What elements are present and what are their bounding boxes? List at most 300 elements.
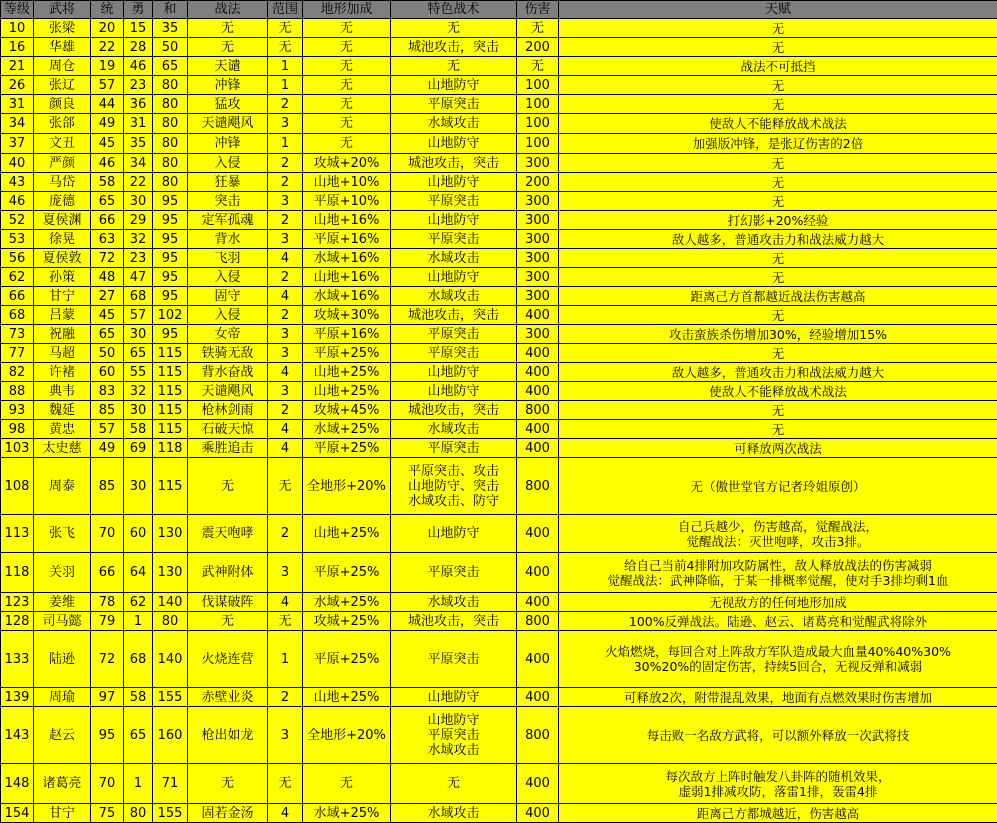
cell-special-tactic: 水域攻击 <box>391 420 517 439</box>
table-row <box>1 19 997 38</box>
cell-harmony: 80 <box>153 154 188 173</box>
header-terrain-bonus: 地形加成 <box>303 1 391 19</box>
cell-damage: 300 <box>517 154 559 173</box>
cell-talent: 可释放2次，附带混乱效果，地面有点燃效果时伤害增加 <box>559 688 997 707</box>
cell-damage: 800 <box>517 401 559 420</box>
cell-range: 1 <box>268 631 303 688</box>
cell-general: 周仓 <box>34 57 91 76</box>
cell-command: 22 <box>91 38 124 57</box>
cell-range: 4 <box>268 593 303 612</box>
cell-tactic: 定军孤魂 <box>188 211 268 230</box>
cell-tactic: 震天咆哮 <box>188 515 268 553</box>
table-row <box>1 211 997 230</box>
cell-tactic: 天谴飓风 <box>188 382 268 401</box>
cell-valor: 23 <box>124 76 153 95</box>
cell-harmony: 50 <box>153 38 188 57</box>
cell-talent: 距离己方都城越近，伤害越高 <box>559 804 997 823</box>
cell-general: 司马懿 <box>34 612 91 631</box>
cell-level: 88 <box>1 382 34 401</box>
cell-harmony: 95 <box>153 268 188 287</box>
cell-harmony: 140 <box>153 631 188 688</box>
cell-command: 75 <box>91 804 124 823</box>
cell-talent: 无（傲世堂官方记者玲姐原创） <box>559 458 997 515</box>
cell-tactic: 天谴飓风 <box>188 114 268 134</box>
cell-harmony: 155 <box>153 804 188 823</box>
cell-special-tactic: 山地防守 <box>391 173 517 192</box>
cell-command: 85 <box>91 401 124 420</box>
table-row <box>1 707 997 764</box>
cell-harmony: 115 <box>153 344 188 363</box>
cell-tactic: 石破天惊 <box>188 420 268 439</box>
cell-special-tactic: 水域攻击 <box>391 114 517 134</box>
cell-special-tactic: 山地防守 <box>391 515 517 553</box>
cell-range: 无 <box>268 764 303 804</box>
cell-level: 21 <box>1 57 34 76</box>
cell-general: 周泰 <box>34 458 91 515</box>
cell-talent: 无 <box>559 401 997 420</box>
cell-valor: 22 <box>124 173 153 192</box>
cell-talent: 给自己当前4排附加攻防属性，敌人释放战法的伤害减弱 觉醒战法：武神降临，于某一排概率觉醒，使对手3排均剩1血 <box>559 553 997 593</box>
cell-talent: 100%反弹战法。陆逊、赵云、诸葛亮和觉醒武将除外 <box>559 612 997 631</box>
cell-command: 20 <box>91 19 124 38</box>
cell-level: 10 <box>1 19 34 38</box>
cell-command: 79 <box>91 612 124 631</box>
table-row <box>1 458 997 515</box>
cell-terrain-bonus: 无 <box>303 95 391 114</box>
cell-damage: 800 <box>517 458 559 515</box>
cell-tactic: 铁骑无敌 <box>188 344 268 363</box>
cell-tactic: 冲锋 <box>188 134 268 154</box>
cell-range: 无 <box>268 612 303 631</box>
cell-tactic: 乘胜追击 <box>188 439 268 458</box>
cell-tactic: 无 <box>188 764 268 804</box>
cell-command: 83 <box>91 382 124 401</box>
cell-tactic: 火烧连营 <box>188 631 268 688</box>
cell-valor: 68 <box>124 631 153 688</box>
cell-general: 夏侯敦 <box>34 249 91 268</box>
cell-terrain-bonus: 无 <box>303 57 391 76</box>
cell-terrain-bonus: 山地+16% <box>303 211 391 230</box>
cell-talent: 敌人越多，普通攻击力和战法威力越大 <box>559 230 997 249</box>
cell-general: 许褚 <box>34 363 91 382</box>
cell-damage: 200 <box>517 173 559 192</box>
cell-talent: 使敌人不能释放战术战法 <box>559 382 997 401</box>
cell-damage: 300 <box>517 287 559 306</box>
cell-special-tactic: 城池攻击，突击 <box>391 612 517 631</box>
cell-damage: 400 <box>517 306 559 325</box>
cell-harmony: 115 <box>153 401 188 420</box>
cell-special-tactic: 山地防守 <box>391 134 517 154</box>
cell-damage: 400 <box>517 363 559 382</box>
table-row <box>1 420 997 439</box>
cell-command: 85 <box>91 458 124 515</box>
cell-special-tactic: 城池攻击，突击 <box>391 154 517 173</box>
cell-talent: 攻击蛮族杀伤增加30%，经验增加15% <box>559 325 997 344</box>
cell-terrain-bonus: 无 <box>303 134 391 154</box>
cell-terrain-bonus: 平原+16% <box>303 230 391 249</box>
cell-command: 70 <box>91 515 124 553</box>
cell-command: 46 <box>91 154 124 173</box>
cell-tactic: 无 <box>188 19 268 38</box>
table-row <box>1 382 997 401</box>
cell-general: 张梁 <box>34 19 91 38</box>
cell-special-tactic: 水域攻击 <box>391 804 517 823</box>
cell-terrain-bonus: 平原+10% <box>303 192 391 211</box>
cell-level: 113 <box>1 515 34 553</box>
cell-damage: 200 <box>517 38 559 57</box>
cell-general: 华雄 <box>34 38 91 57</box>
header-level: 等级 <box>1 1 34 19</box>
table-row <box>1 688 997 707</box>
cell-command: 44 <box>91 95 124 114</box>
cell-talent: 使敌人不能释放战术战法 <box>559 114 997 134</box>
cell-level: 62 <box>1 268 34 287</box>
cell-range: 3 <box>268 230 303 249</box>
table-row <box>1 804 997 823</box>
table-row <box>1 95 997 114</box>
cell-level: 77 <box>1 344 34 363</box>
table-row <box>1 230 997 249</box>
header-tactic: 战法 <box>188 1 268 19</box>
cell-command: 65 <box>91 192 124 211</box>
cell-talent: 加强版冲锋，是张辽伤害的2倍 <box>559 134 997 154</box>
cell-range: 3 <box>268 382 303 401</box>
cell-command: 57 <box>91 76 124 95</box>
cell-terrain-bonus: 无 <box>303 764 391 804</box>
cell-terrain-bonus: 山地+10% <box>303 173 391 192</box>
table-row <box>1 363 997 382</box>
cell-special-tactic: 城池攻击，突击 <box>391 38 517 57</box>
cell-terrain-bonus: 无 <box>303 76 391 95</box>
cell-level: 34 <box>1 114 34 134</box>
cell-tactic: 冲锋 <box>188 76 268 95</box>
cell-damage: 100 <box>517 134 559 154</box>
header-damage: 伤害 <box>517 1 559 19</box>
cell-tactic: 飞羽 <box>188 249 268 268</box>
cell-command: 95 <box>91 707 124 764</box>
cell-valor: 62 <box>124 593 153 612</box>
cell-range: 2 <box>268 154 303 173</box>
cell-level: 98 <box>1 420 34 439</box>
cell-terrain-bonus: 山地+25% <box>303 382 391 401</box>
cell-range: 1 <box>268 57 303 76</box>
cell-special-tactic: 无 <box>391 57 517 76</box>
cell-general: 马超 <box>34 344 91 363</box>
cell-range: 无 <box>268 38 303 57</box>
cell-level: 26 <box>1 76 34 95</box>
cell-level: 52 <box>1 211 34 230</box>
header-command: 统 <box>91 1 124 19</box>
cell-damage: 800 <box>517 707 559 764</box>
cell-valor: 57 <box>124 306 153 325</box>
cell-general: 太史慈 <box>34 439 91 458</box>
cell-valor: 30 <box>124 401 153 420</box>
cell-level: 73 <box>1 325 34 344</box>
cell-harmony: 118 <box>153 439 188 458</box>
cell-range: 1 <box>268 76 303 95</box>
table-row <box>1 249 997 268</box>
cell-damage: 400 <box>517 420 559 439</box>
cell-damage: 300 <box>517 192 559 211</box>
cell-harmony: 80 <box>153 95 188 114</box>
cell-valor: 32 <box>124 382 153 401</box>
cell-command: 70 <box>91 764 124 804</box>
cell-harmony: 35 <box>153 19 188 38</box>
cell-level: 66 <box>1 287 34 306</box>
cell-special-tactic: 平原突击 <box>391 192 517 211</box>
cell-valor: 60 <box>124 515 153 553</box>
cell-general: 典韦 <box>34 382 91 401</box>
cell-terrain-bonus: 攻城+45% <box>303 401 391 420</box>
table-row <box>1 287 997 306</box>
cell-harmony: 80 <box>153 134 188 154</box>
cell-terrain-bonus: 水域+25% <box>303 593 391 612</box>
cell-command: 65 <box>91 325 124 344</box>
table-row <box>1 553 997 593</box>
cell-damage: 400 <box>517 804 559 823</box>
cell-range: 2 <box>268 515 303 553</box>
cell-level: 143 <box>1 707 34 764</box>
cell-general: 张辽 <box>34 76 91 95</box>
cell-damage: 100 <box>517 95 559 114</box>
cell-damage: 100 <box>517 114 559 134</box>
table-row <box>1 612 997 631</box>
cell-special-tactic: 平原突击 <box>391 325 517 344</box>
cell-general: 颜良 <box>34 95 91 114</box>
cell-general: 吕蒙 <box>34 306 91 325</box>
cell-special-tactic: 平原突击 <box>391 631 517 688</box>
cell-harmony: 80 <box>153 76 188 95</box>
cell-harmony: 95 <box>153 287 188 306</box>
cell-range: 4 <box>268 420 303 439</box>
cell-valor: 30 <box>124 325 153 344</box>
cell-talent: 无 <box>559 420 997 439</box>
table-row <box>1 631 997 688</box>
cell-tactic: 固若金汤 <box>188 804 268 823</box>
cell-level: 93 <box>1 401 34 420</box>
cell-talent: 无 <box>559 268 997 287</box>
cell-damage: 无 <box>517 19 559 38</box>
cell-terrain-bonus: 水域+25% <box>303 420 391 439</box>
cell-tactic: 入侵 <box>188 268 268 287</box>
cell-talent: 距离己方首都越近战法伤害越高 <box>559 287 997 306</box>
cell-special-tactic: 山地防守 <box>391 211 517 230</box>
cell-tactic: 突击 <box>188 192 268 211</box>
cell-level: 56 <box>1 249 34 268</box>
cell-terrain-bonus: 水域+25% <box>303 804 391 823</box>
cell-talent: 无 <box>559 19 997 38</box>
cell-special-tactic: 水域攻击 <box>391 249 517 268</box>
cell-damage: 400 <box>517 382 559 401</box>
header-talent: 天赋 <box>559 1 997 19</box>
cell-valor: 15 <box>124 19 153 38</box>
cell-terrain-bonus: 攻城+25% <box>303 612 391 631</box>
cell-command: 48 <box>91 268 124 287</box>
cell-valor: 55 <box>124 363 153 382</box>
cell-range: 2 <box>268 173 303 192</box>
cell-talent: 无 <box>559 173 997 192</box>
cell-range: 2 <box>268 401 303 420</box>
cell-range: 4 <box>268 363 303 382</box>
cell-valor: 30 <box>124 458 153 515</box>
cell-command: 45 <box>91 134 124 154</box>
cell-level: 103 <box>1 439 34 458</box>
header-special-tactic: 特色战术 <box>391 1 517 19</box>
table-row <box>1 401 997 420</box>
cell-command: 49 <box>91 439 124 458</box>
cell-range: 2 <box>268 95 303 114</box>
cell-talent: 无 <box>559 76 997 95</box>
cell-damage: 100 <box>517 76 559 95</box>
cell-tactic: 背水奋战 <box>188 363 268 382</box>
cell-special-tactic: 平原突击 <box>391 230 517 249</box>
cell-damage: 400 <box>517 553 559 593</box>
cell-valor: 58 <box>124 688 153 707</box>
cell-valor: 31 <box>124 114 153 134</box>
cell-terrain-bonus: 平原+25% <box>303 553 391 593</box>
cell-command: 72 <box>91 631 124 688</box>
cell-level: 154 <box>1 804 34 823</box>
table-row <box>1 764 997 804</box>
cell-terrain-bonus: 水域+16% <box>303 249 391 268</box>
cell-damage: 300 <box>517 325 559 344</box>
cell-general: 严颜 <box>34 154 91 173</box>
table-row <box>1 593 997 612</box>
cell-general: 诸葛亮 <box>34 764 91 804</box>
cell-valor: 28 <box>124 38 153 57</box>
cell-harmony: 95 <box>153 211 188 230</box>
cell-damage: 300 <box>517 268 559 287</box>
header-valor: 勇 <box>124 1 153 19</box>
cell-range: 2 <box>268 268 303 287</box>
cell-damage: 400 <box>517 344 559 363</box>
cell-damage: 400 <box>517 688 559 707</box>
cell-special-tactic: 平原突击 <box>391 439 517 458</box>
cell-range: 2 <box>268 306 303 325</box>
table-row <box>1 306 997 325</box>
cell-command: 78 <box>91 593 124 612</box>
cell-terrain-bonus: 平原+16% <box>303 325 391 344</box>
cell-damage: 800 <box>517 612 559 631</box>
cell-command: 27 <box>91 287 124 306</box>
cell-level: 128 <box>1 612 34 631</box>
cell-tactic: 赤壁业炎 <box>188 688 268 707</box>
cell-special-tactic: 山地防守 <box>391 688 517 707</box>
cell-damage: 无 <box>517 57 559 76</box>
cell-harmony: 115 <box>153 458 188 515</box>
cell-terrain-bonus: 全地形+20% <box>303 458 391 515</box>
cell-harmony: 115 <box>153 382 188 401</box>
cell-harmony: 80 <box>153 114 188 134</box>
cell-damage: 400 <box>517 764 559 804</box>
cell-special-tactic: 无 <box>391 764 517 804</box>
cell-harmony: 65 <box>153 57 188 76</box>
cell-general: 魏延 <box>34 401 91 420</box>
cell-harmony: 80 <box>153 173 188 192</box>
table-row <box>1 344 997 363</box>
cell-talent: 无 <box>559 192 997 211</box>
cell-valor: 69 <box>124 439 153 458</box>
cell-command: 60 <box>91 363 124 382</box>
cell-special-tactic: 水域攻击 <box>391 593 517 612</box>
cell-tactic: 枪出如龙 <box>188 707 268 764</box>
table-row <box>1 325 997 344</box>
cell-special-tactic: 平原突击 <box>391 553 517 593</box>
cell-general: 甘宁 <box>34 804 91 823</box>
cell-command: 72 <box>91 249 124 268</box>
cell-special-tactic: 城池攻击，突击 <box>391 306 517 325</box>
table-body <box>1 19 997 823</box>
cell-valor: 23 <box>124 249 153 268</box>
cell-level: 139 <box>1 688 34 707</box>
table-row <box>1 173 997 192</box>
cell-range: 4 <box>268 249 303 268</box>
cell-general: 孙策 <box>34 268 91 287</box>
cell-terrain-bonus: 水域+16% <box>303 287 391 306</box>
cell-level: 82 <box>1 363 34 382</box>
cell-talent: 自己兵越少，伤害越高，觉醒战法， 觉醒战法：灭世咆哮，攻击3排。 <box>559 515 997 553</box>
cell-command: 58 <box>91 173 124 192</box>
cell-valor: 65 <box>124 344 153 363</box>
cell-terrain-bonus: 山地+25% <box>303 688 391 707</box>
cell-terrain-bonus: 无 <box>303 19 391 38</box>
cell-tactic: 背水 <box>188 230 268 249</box>
cell-terrain-bonus: 山地+25% <box>303 515 391 553</box>
cell-damage: 400 <box>517 439 559 458</box>
cell-general: 姜维 <box>34 593 91 612</box>
cell-harmony: 95 <box>153 249 188 268</box>
cell-range: 3 <box>268 192 303 211</box>
cell-range: 3 <box>268 114 303 134</box>
cell-general: 祝融 <box>34 325 91 344</box>
cell-talent: 无 <box>559 344 997 363</box>
header-row <box>1 1 997 19</box>
cell-valor: 36 <box>124 95 153 114</box>
cell-command: 49 <box>91 114 124 134</box>
cell-tactic: 天谴 <box>188 57 268 76</box>
cell-special-tactic: 平原突击 <box>391 95 517 114</box>
cell-general: 张郃 <box>34 114 91 134</box>
cell-level: 16 <box>1 38 34 57</box>
cell-general: 陆逊 <box>34 631 91 688</box>
cell-general: 黄忠 <box>34 420 91 439</box>
cell-tactic: 无 <box>188 38 268 57</box>
cell-level: 123 <box>1 593 34 612</box>
cell-terrain-bonus: 山地+16% <box>303 268 391 287</box>
cell-damage: 400 <box>517 631 559 688</box>
cell-terrain-bonus: 全地形+20% <box>303 707 391 764</box>
cell-harmony: 115 <box>153 363 188 382</box>
cell-damage: 300 <box>517 230 559 249</box>
cell-talent: 无 <box>559 38 997 57</box>
cell-harmony: 155 <box>153 688 188 707</box>
cell-command: 66 <box>91 211 124 230</box>
cell-special-tactic: 山地防守 平原突击 水域攻击 <box>391 707 517 764</box>
cell-command: 19 <box>91 57 124 76</box>
cell-special-tactic: 山地防守 <box>391 76 517 95</box>
cell-special-tactic: 平原突击 <box>391 344 517 363</box>
cell-range: 无 <box>268 19 303 38</box>
cell-harmony: 95 <box>153 325 188 344</box>
table-row <box>1 76 997 95</box>
cell-harmony: 130 <box>153 553 188 593</box>
cell-command: 66 <box>91 553 124 593</box>
cell-tactic: 入侵 <box>188 154 268 173</box>
cell-general: 夏侯渊 <box>34 211 91 230</box>
cell-terrain-bonus: 平原+25% <box>303 631 391 688</box>
cell-damage: 300 <box>517 249 559 268</box>
cell-harmony: 102 <box>153 306 188 325</box>
